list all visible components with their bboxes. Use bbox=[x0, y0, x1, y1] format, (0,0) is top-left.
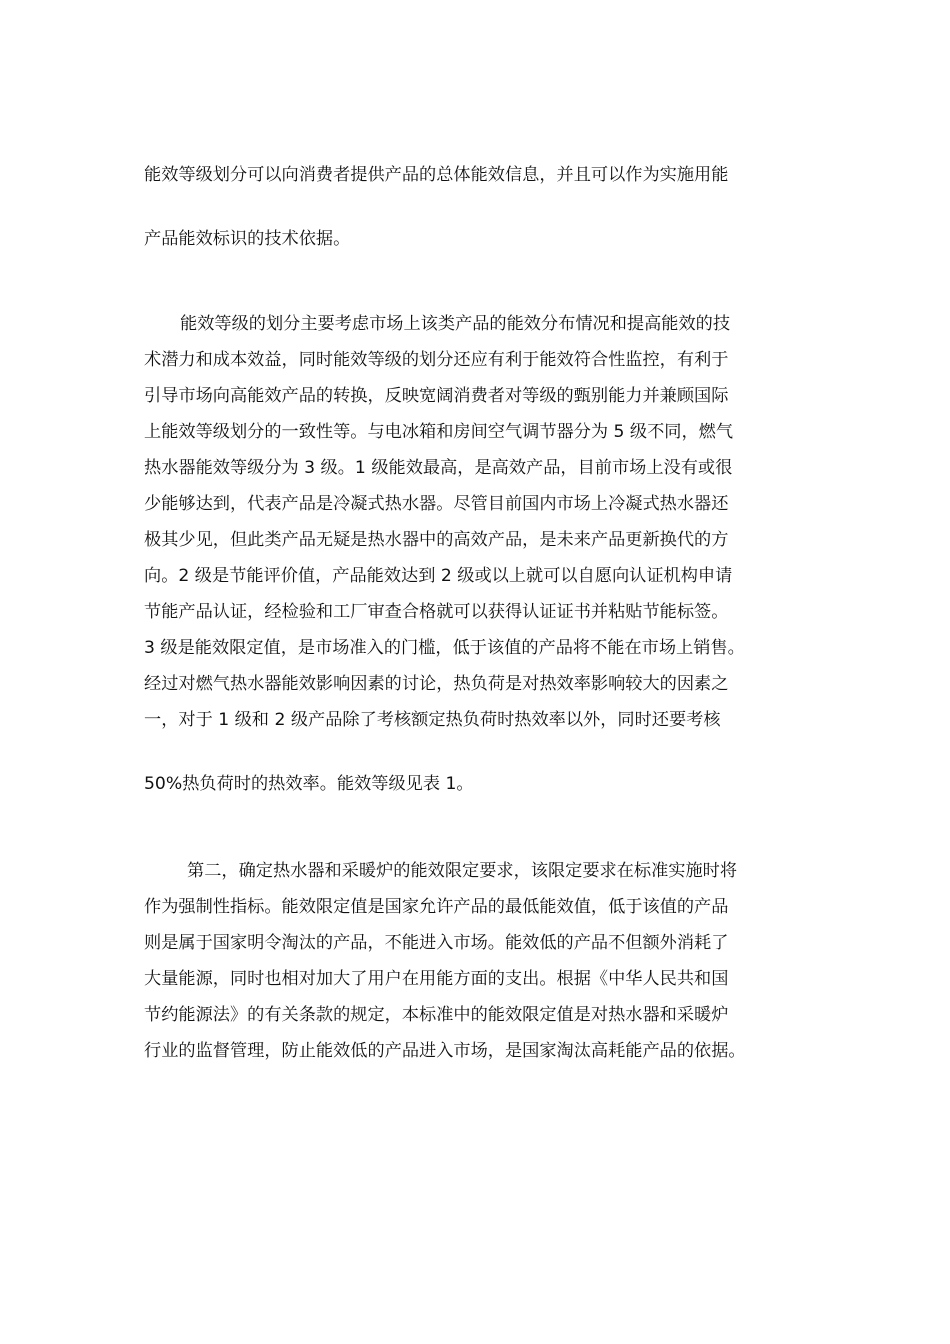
paragraph-2-line-13: 50%热负荷时的热效率。能效等级见表 1。 bbox=[144, 774, 474, 794]
paragraph-2-line-11: 经过对燃气热水器能效影响因素的讨论，热负荷是对热效率影响较大的因素之 bbox=[144, 674, 729, 694]
paragraph-1-line-1: 能效等级划分可以向消费者提供产品的总体能效信息，并且可以作为实施用能 bbox=[144, 165, 729, 185]
paragraph-2-line-10: 3 级是能效限定值，是市场准入的门槛，低于该值的产品将不能在市场上销售。 bbox=[144, 638, 745, 658]
paragraph-3-line-2: 作为强制性指标。能效限定值是国家允许产品的最低能效值，低于该值的产品 bbox=[144, 897, 729, 917]
paragraph-2-line-2: 术潜力和成本效益，同时能效等级的划分还应有利于能效符合性监控，有利于 bbox=[144, 350, 729, 370]
paragraph-2-line-6: 少能够达到，代表产品是冷凝式热水器。尽管目前国内市场上冷凝式热水器还 bbox=[144, 494, 729, 514]
paragraph-2-line-4: 上能效等级划分的一致性等。与电冰箱和房间空气调节器分为 5 级不同，燃气 bbox=[144, 422, 734, 442]
paragraph-2-line-12: 一，对于 1 级和 2 级产品除了考核额定热负荷时热效率以外，同时还要考核 bbox=[144, 710, 721, 730]
paragraph-3-line-4: 大量能源，同时也相对加大了用户在用能方面的支出。根据《中华人民共和国 bbox=[144, 969, 729, 989]
paragraph-3-line-6: 行业的监督管理，防止能效低的产品进入市场，是国家淘汰高耗能产品的依据。 bbox=[144, 1041, 746, 1061]
paragraph-2-line-8: 向。2 级是节能评价值，产品能效达到 2 级或以上就可以自愿向认证机构申请 bbox=[144, 566, 733, 586]
paragraph-2-line-3: 引导市场向高能效产品的转换，反映宽阔消费者对等级的甄别能力并兼顾国际 bbox=[144, 386, 729, 406]
paragraph-2-line-9: 节能产品认证，经检验和工厂审查合格就可以获得认证证书并粘贴节能标签。 bbox=[144, 602, 729, 622]
paragraph-2-line-1: 能效等级的划分主要考虑市场上该类产品的能效分布情况和提高能效的技 bbox=[180, 314, 731, 334]
paragraph-3-line-3: 则是属于国家明令淘汰的产品，不能进入市场。能效低的产品不但额外消耗了 bbox=[144, 933, 729, 953]
paragraph-3-line-5: 节约能源法》的有关条款的规定，本标准中的能效限定值是对热水器和采暖炉 bbox=[144, 1005, 729, 1025]
paragraph-3-line-1: 第二，确定热水器和采暖炉的能效限定要求，该限定要求在标准实施时将 bbox=[187, 861, 738, 881]
paragraph-2-line-7: 极其少见，但此类产品无疑是热水器中的高效产品，是未来产品更新换代的方 bbox=[144, 530, 729, 550]
paragraph-1-line-2: 产品能效标识的技术依据。 bbox=[144, 229, 351, 249]
paragraph-2-line-5: 热水器能效等级分为 3 级。1 级能效最高，是高效产品，目前市场上没有或很 bbox=[144, 458, 733, 478]
